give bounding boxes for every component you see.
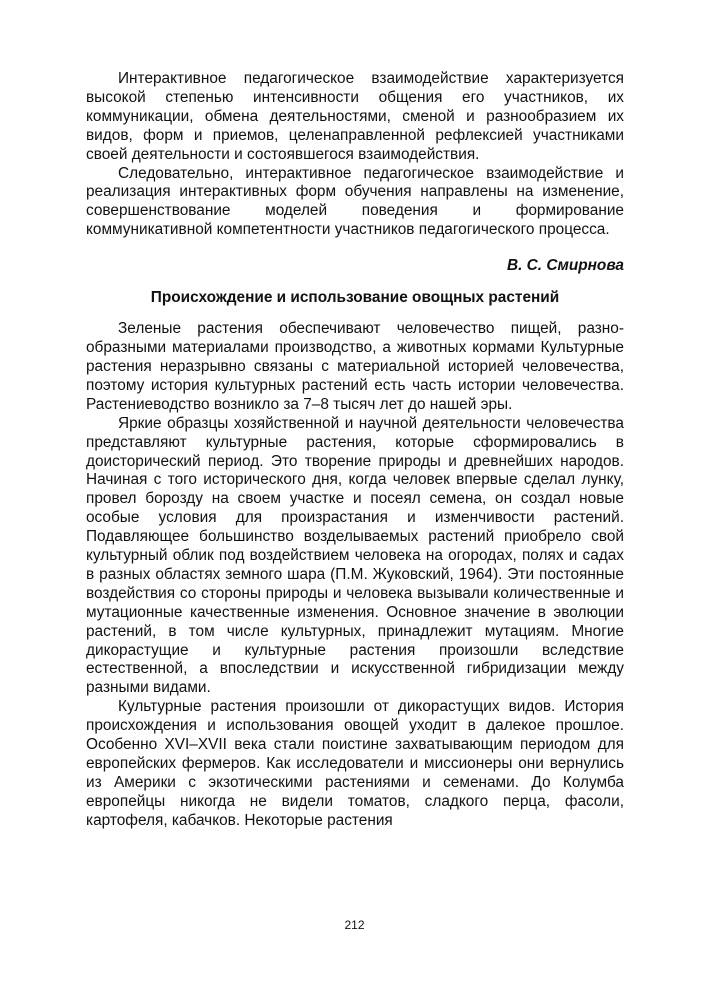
intro-paragraph-1: Интерактивное педагогическое взаимодействие характеризуется высокой степенью интенсивности общения его участников, их коммуникации, обмена деятельностями, сменой и разнообразием их видов, форм и приемов, целенаправленной рефлексией участниками своей деятельности и состоявшегося взаимодействия. (86, 70, 624, 163)
page-number: 212 (344, 918, 365, 932)
article-title: Происхождение и использование овощных растений (150, 289, 560, 307)
article-paragraph-1: Зеленые растения обеспечивают человечество пищей, разнообразными материалами производство, а животных кормами Культурные растения неразрывно связаны с материальной историей человечества, поэтому история культурных растений есть часть истории человечества. Растениеводство возникло за 7–8 тысяч лет до нашей эры. (86, 320, 624, 413)
article-paragraph-2: Яркие образцы хозяйственной и научной деятельности человечества представляют культурные растения, которые сформировались в доисторический период. Это творение природы и древнейших народов. Начиная с того исторического дня, когда человек впервые сделал лунку, провел борозду на своем участке и посеял семена, он создал новые особые условия для произрастания и изменчивости растений. Подавляющее большинство возделываемых растений приобрело свой культурный облик под воздействием человека на огородах, полях и садах в разных областях земного шара (П.М. Жуковский, 1964). Эти постоянные воздействия со стороны природы и человека вызывали количественные и мутационные качественные изменения. Основное значение в эволюции растений, в том числе культурных, принадлежит мутациям. Многие дикорастущие и культурные растения произошли вследствие естественной, а впоследствии и искусственной гибридизации между разными видами. (86, 414, 624, 697)
page-content (86, 70, 624, 831)
article-paragraph-3: Культурные растения произошли от дикорастущих видов. История происхождения и использования овощей уходит в далекое прошлое. Особенно XVI–XVII века стали поистине захватывающим периодом для европейских фермеров. Как исследователи и миссионеры они вернулись из Америки с экзотическими растениями и семенами. До Колумба европейцы никогда не видели томатов, сладкого перца, фасоли, картофеля, кабачков. Некоторые растения (86, 698, 624, 829)
article-author: В. С. Смирнова (507, 257, 624, 275)
intro-paragraph-2: Следовательно, интерактивное педагогическое взаимодействие и реализация интерактивных форм обучения направлены на изменение, совершенствование моделей поведения и формирование коммуникативной компетентности участников педагогического процесса. (86, 164, 624, 239)
article-body (86, 320, 624, 830)
